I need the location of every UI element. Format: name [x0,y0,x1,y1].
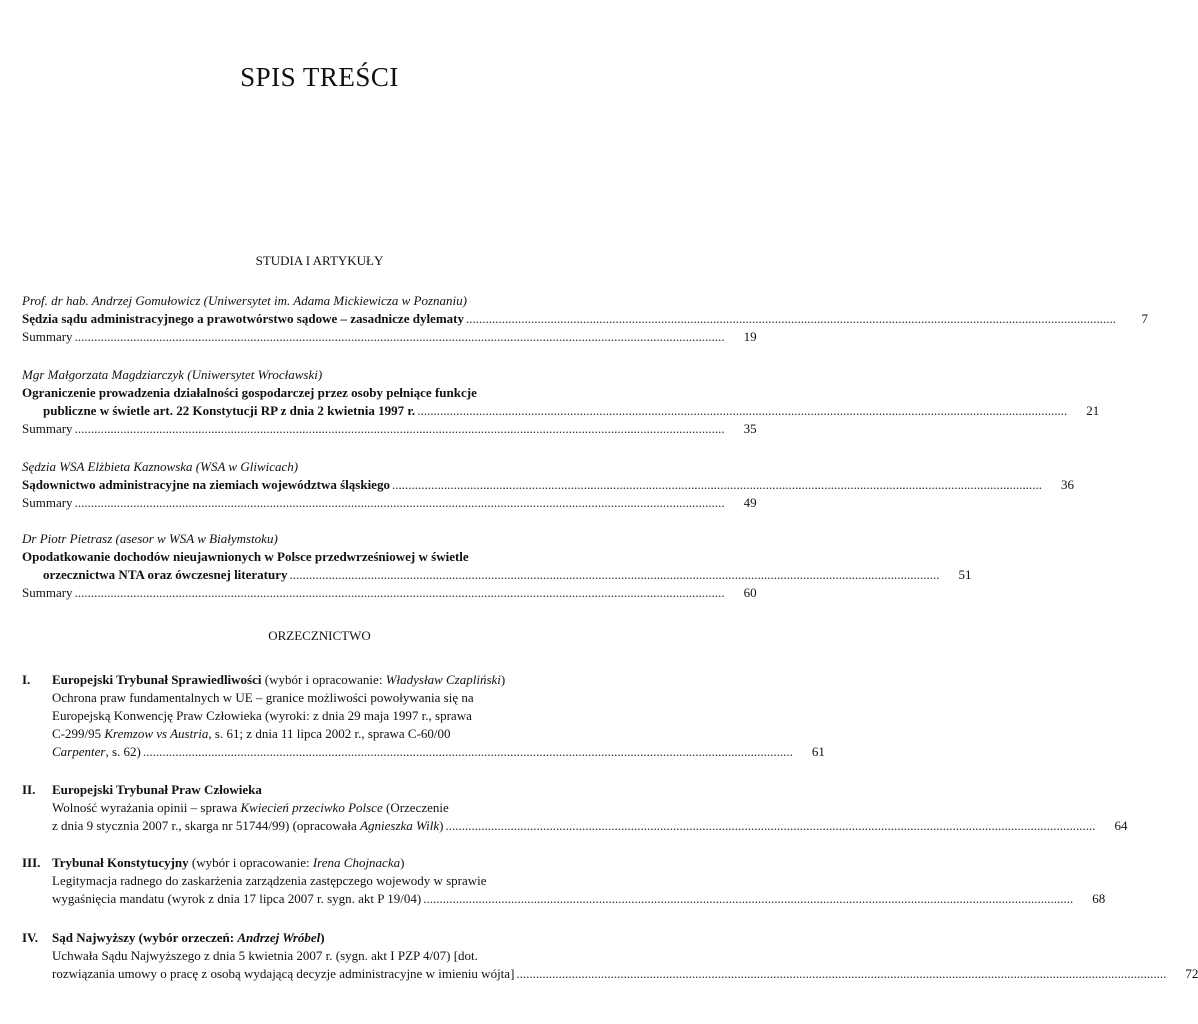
ruling-editor: Agnieszka Wilk [360,818,440,833]
article-title: publiczne w świetle art. 22 Konstytucji RP z dnia 2 kwietnia 1997 r. [43,403,416,418]
dot-leader: ........................................................................................................................................................................................................ [74,585,725,600]
ruling-page-line[interactable] [22,743,825,761]
ruling-editor: Irena Chojnacka [312,855,401,870]
summary-label: Summary [22,495,73,510]
ruling-heading[interactable] [22,671,617,689]
article-title[interactable]: Ograniczenie prowadzenia działalności gospodarczej przez osoby pełniące funkcje [22,385,477,400]
toc-entry-article-2 [22,366,1100,438]
ruling-text [52,743,141,761]
dot-leader: ........................................................................................................................................................................................................ [423,891,1074,906]
article-author: Mgr Małgorzata Magdziarczyk (Uniwersytet Wrocławski) [22,367,323,382]
ruling-text: ) [439,818,444,833]
page-number: 68 [1092,891,1106,906]
ruling-editor-suffix: ) [320,930,325,945]
ruling-editor-prefix: (wybór i opracowanie: [188,855,313,870]
ruling-case-name: Kremzow vs Austria [104,726,209,741]
summary-label: Summary [22,585,73,600]
dot-leader: ........................................................................................................................................................................................................ [465,311,1116,326]
summary-label: Summary [22,329,73,344]
ruling-text [52,817,443,835]
ruling-court: Sąd Najwyższy (wybór orzeczeń: [52,930,238,945]
dot-leader: ........................................................................................................................................................................................................ [142,744,793,759]
ruling-text: , s. 61; z dnia 11 lipca 2002 r., sprawa C-60/00 [208,726,451,741]
ruling-text-line: Uchwała Sądu Najwyższego z dnia 5 kwietnia 2007 r. (sygn. akt I PZP 4/07) [dot. [52,948,478,963]
section-heading-orzecznictwo: ORZECZNICTWO [268,628,371,643]
ruling-editor-prefix: (wybór i opracowanie: [261,672,386,687]
article-title: orzecznictwa NTA oraz ówczesnej literatury [43,567,288,582]
dot-leader: ........................................................................................................................................................................................................ [74,421,725,436]
ruling-editor: Andrzej Wróbel [237,930,321,945]
ruling-court: Trybunał Konstytucyjny [52,855,189,870]
dot-leader: ........................................................................................................................................................................................................ [445,818,1096,833]
ruling-text: z dnia 9 stycznia 2007 r., skarga nr 51744/99) (opracowała [52,818,361,833]
ruling-text: (Orzeczenie [382,800,449,815]
dot-leader: ........................................................................................................................................................................................................ [74,495,725,510]
page-number: 51 [958,567,972,582]
ruling-heading[interactable] [22,929,617,947]
ruling-numeral: I. [22,672,31,687]
ruling-heading[interactable] [22,781,617,799]
article-author: Sędzia WSA Elżbieta Kaznowska (WSA w Gliwicach) [22,459,299,474]
summary-line[interactable] [22,328,757,346]
toc-entry-article-1 [22,292,1148,346]
article-title-line[interactable] [22,310,1148,328]
ruling-text: , s. 62) [105,744,141,759]
toc-entry-ruling-4 [22,929,1198,983]
section-heading-studia: STUDIA I ARTYKUŁY [255,253,384,268]
ruling-heading[interactable] [22,854,617,872]
ruling-page-line[interactable] [22,890,1106,908]
summary-label: Summary [22,421,73,436]
summary-line[interactable] [22,584,757,602]
ruling-text: C-299/95 [52,726,105,741]
article-title-line[interactable] [22,566,972,584]
toc-entry-article-3 [22,458,1074,512]
summary-line[interactable] [22,494,757,512]
ruling-numeral: II. [22,782,36,797]
page-number: 61 [811,744,825,759]
ruling-court: Europejski Trybunał Praw Człowieka [52,782,262,797]
dot-leader: ........................................................................................................................................................................................................ [417,403,1068,418]
toc-entry-ruling-1 [22,671,825,761]
ruling-text: rozwiązania umowy o pracę z osobą wydającą decyzje administracyjne w imieniu wójta] [52,966,515,981]
dot-leader: ........................................................................................................................................................................................................ [289,567,940,582]
toc-entry-article-4 [22,530,972,602]
ruling-text-line: Europejską Konwencję Praw Człowieka (wyroki: z dnia 29 maja 1997 r., sprawa [52,708,472,723]
article-title: Sędzia sądu administracyjnego a prawotwórstwo sądowe – zasadnicze dylematy [22,311,464,326]
page-number: 49 [743,495,757,510]
ruling-text-line: Legitymacja radnego do zaskarżenia zarządzenia zastępczego wojewody w sprawie [52,873,487,888]
page-number: 36 [1060,477,1074,492]
page-number: 19 [743,329,757,344]
ruling-text-line [22,725,617,743]
ruling-text-line [22,799,617,817]
dot-leader: ........................................................................................................................................................................................................ [74,329,725,344]
ruling-page-line[interactable] [22,965,1198,983]
summary-line[interactable] [22,420,757,438]
page-number: 7 [1141,311,1148,326]
article-title-line[interactable] [22,402,1100,420]
ruling-page-line[interactable] [22,817,1128,835]
article-author: Prof. dr hab. Andrzej Gomułowicz (Uniwersytet im. Adama Mickiewicza w Poznaniu) [22,293,467,308]
page-number: 35 [743,421,757,436]
toc-entry-ruling-2 [22,781,1128,835]
article-title-line[interactable] [22,476,1074,494]
page-number: 60 [743,585,757,600]
ruling-text: wygaśnięcia mandatu (wyrok z dnia 17 lipca 2007 r. sygn. akt P 19/04) [52,891,422,906]
ruling-numeral: IV. [22,930,39,945]
toc-entry-ruling-3 [22,854,1106,908]
page-number: 72 [1185,966,1198,981]
ruling-editor-suffix: ) [500,672,506,687]
ruling-case-name: Kwiecień przeciwko Polsce [240,800,383,815]
ruling-case-name: Carpenter [52,744,106,759]
article-author: Dr Piotr Pietrasz (asesor w WSA w Białymstoku) [22,531,278,546]
dot-leader: ........................................................................................................................................................................................................ [391,477,1042,492]
ruling-editor: Władysław Czapliński [385,672,501,687]
ruling-text-line: Ochrona praw fundamentalnych w UE – granice możliwości powoływania się na [52,690,474,705]
ruling-editor-suffix: ) [400,855,405,870]
ruling-text: Wolność wyrażania opinii – sprawa [52,800,241,815]
page-title: SPIS TREŚCI [240,62,399,92]
article-title: Sądownictwo administracyjne na ziemiach województwa śląskiego [22,477,390,492]
article-title[interactable]: Opodatkowanie dochodów nieujawnionych w Polsce przedwrześniowej w świetle [22,549,469,564]
ruling-numeral: III. [22,855,41,870]
dot-leader: ........................................................................................................................................................................................................ [516,966,1167,981]
page-number: 64 [1114,818,1128,833]
page-number: 21 [1086,403,1100,418]
ruling-court: Europejski Trybunał Sprawiedliwości [52,672,262,687]
